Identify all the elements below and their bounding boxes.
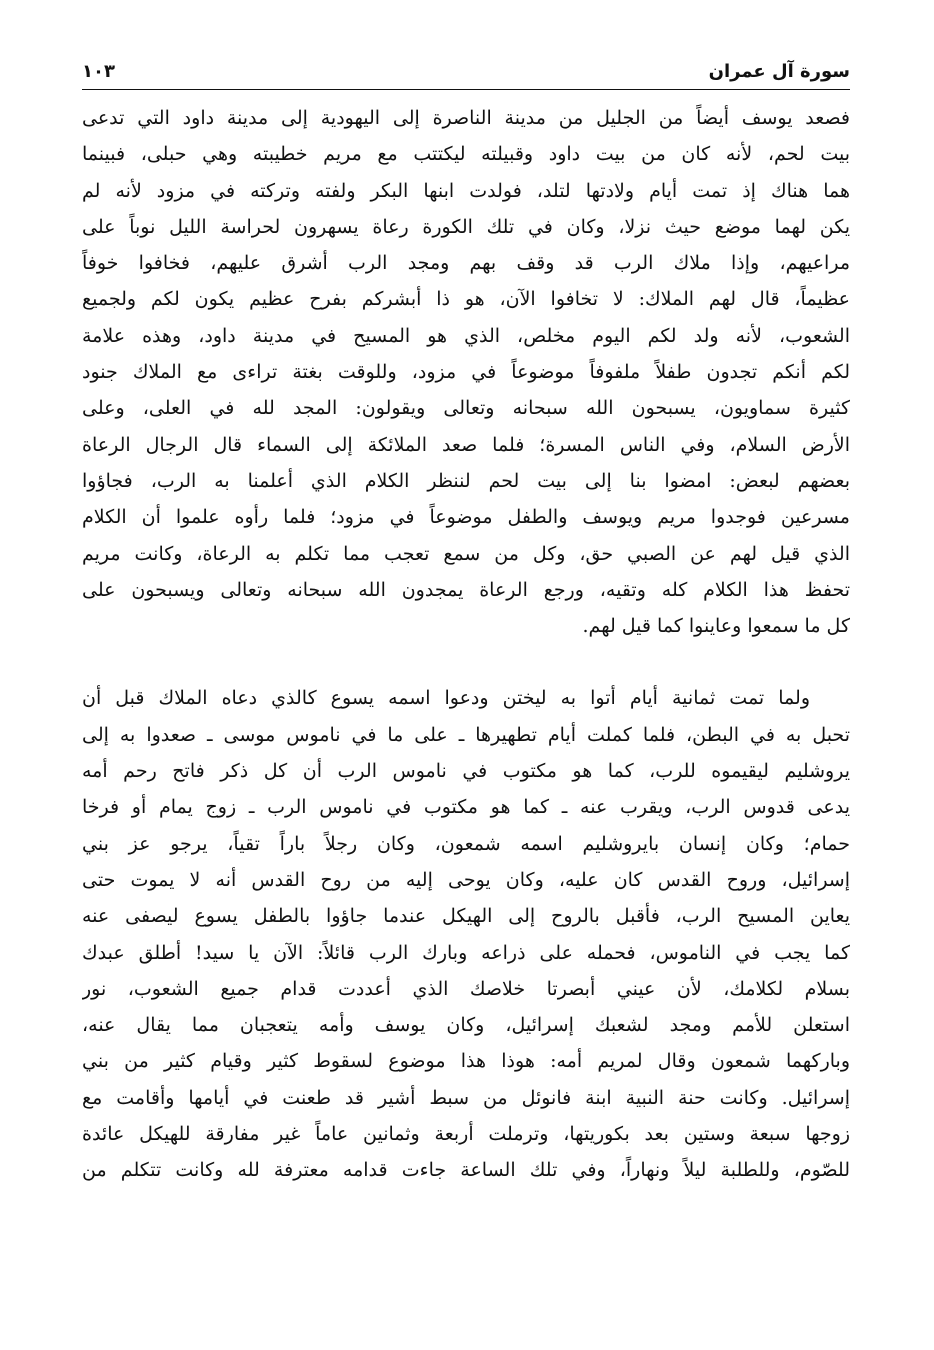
text-line: استعلن للأمم ومجد لشعبك إسرائيل، وكان يوسف وأمه يتعجبان مما يقال عنه، [82, 1014, 850, 1037]
page-header [82, 56, 850, 90]
text-line: لكم أنكم تجدون طفلاً ملفوفاً موضوعاً في مزود، وللوقت بغتة تراءى مع الملاك جنود [82, 361, 850, 384]
text-line: عظيماً، قال لهم الملاك: لا تخافوا الآن، هو ذا أبشركم بفرح عظيم يكون لكم ولجميع [82, 288, 850, 311]
text-line: تحفظ هذا الكلام كله وتقيه، ورجع الرعاة يمجدون الله سبحانه وتعالى ويسبحون على [82, 578, 850, 601]
text-line: كما يجب في الناموس، فحمله على ذراعه وبارك الرب قائلاً: الآن يا سيد! أطلق عبدك [82, 941, 850, 964]
text-line: يروشليم ليقيموه للرب، كما هو مكتوب في ناموس الرب أن كل ذكر فاتح رحم أمه [82, 760, 850, 783]
text-line: للصّوم، وللطلبة ليلاً ونهاراً، وفي تلك الساعة جاءت قدامه معترفة لله وكانت تتكلم من [82, 1159, 850, 1182]
text-line: تحبل به في البطن، فلما كملت أيام تطهيرها ـ على ما في ناموس موسى ـ صعدوا به إلى [82, 723, 850, 746]
text-line: يدعى قدوس الرب، ويقرب عنه ـ كما هو مكتوب في ناموس الرب ـ زوج يمام أو فرخا [82, 796, 850, 819]
text-line: ولما تمت ثمانية أيام أتوا به ليختن ودعوا اسمه يسوع كالذي دعاه الملاك قبل أن [82, 687, 810, 710]
paragraph-1 [82, 100, 850, 644]
text-line: إسرائيل، وروح القدس كان عليه، وكان يوحى إليه من روح القدس أنه لا يموت حتى [82, 868, 850, 891]
text-line: الأرض السلام، وفي الناس المسرة؛ فلما صعد الملائكة إلى السماء قال الرجال الرعاة [82, 433, 850, 456]
page-number: ١٠٣ [82, 61, 115, 82]
running-title: سورة آل عمران [708, 61, 850, 82]
text-line: الذي قيل لهم عن الصبي حق، وكل من سمع تعجب مما تكلم به الرعاة، وكانت مريم [82, 542, 850, 565]
text-line: يكن لهما موضع حيث نزلا، وكان في تلك الكورة رعاة يسهرون لحراسة الليل نوباً على [82, 215, 850, 238]
text-line: زوجها سبعة وستين بعد بكوريتها، وترملت أربعة وثمانين عاماً غير مفارقة للهيكل عائدة [82, 1123, 850, 1146]
text-line: وباركهما شمعون وقال لمريم أمه: هوذا هذا موضوع لسقوط كثير وقيام كثير من بني [82, 1050, 850, 1073]
text-line: بعضهم لبعض: امضوا بنا إلى بيت لحم لننظر الكلام الذي أعلمنا به الرب، فجاؤوا [82, 469, 850, 492]
text-line: هما هناك إذ تمت أيام ولادتها لتلد، فولدت ابنها البكر ولفته وتركته في مزود لأنه لم [82, 179, 850, 202]
text-line: يعاين المسيح الرب، فأقبل بالروح إلى الهيكل عندما جاؤوا بالطفل يسوع ليصفى عنه [82, 905, 850, 928]
text-line: مسرعين فوجدوا مريم ويوسف والطفل موضوعاً في مزود؛ فلما رأوه علموا أن الكلام [82, 506, 850, 529]
text-line: فصعد يوسف أيضاً من الجليل من مدينة الناصرة إلى اليهودية إلى مدينة داود التي تدعى [82, 107, 850, 129]
header-rule [82, 89, 850, 90]
text-line: بيت لحم، لأنه كان من بيت داود وقبيلته ليكتتب مع مريم خطيبته وهي حبلى، فبينما [82, 143, 850, 166]
text-line: كثيرة سماويون، يسبحون الله سبحانه وتعالى ويقولون: المجد لله في العلى، وعلى [82, 397, 850, 420]
body-text [82, 100, 850, 1189]
text-line: حمام؛ وكان إنسان بايروشليم اسمه شمعون، وكان رجلاً باراً تقياً، يرجو عز بني [82, 832, 850, 855]
paragraph-2 [82, 680, 850, 1188]
text-line: بسلام لكلامك، لأن عيني أبصرتا خلاصك الذي أعددت قدام جميع الشعوب، نور [82, 977, 850, 1000]
text-line: مراعيهم، وإذا ملاك الرب قد وقف بهم ومجد الرب أشرق عليهم، فخافوا خوفاً [82, 252, 850, 275]
text-line: إسرائيل. وكانت حنة النبية ابنة فانوئل من سبط أشير قد طعنت في أيامها وأقامت مع [82, 1086, 850, 1109]
text-line: كل ما سمعوا وعاينوا كما قيل لهم. [582, 615, 850, 638]
text-line: الشعوب، لأنه ولد لكم اليوم مخلص، الذي هو المسيح في مدينة داود، وهذه علامة [82, 324, 850, 347]
